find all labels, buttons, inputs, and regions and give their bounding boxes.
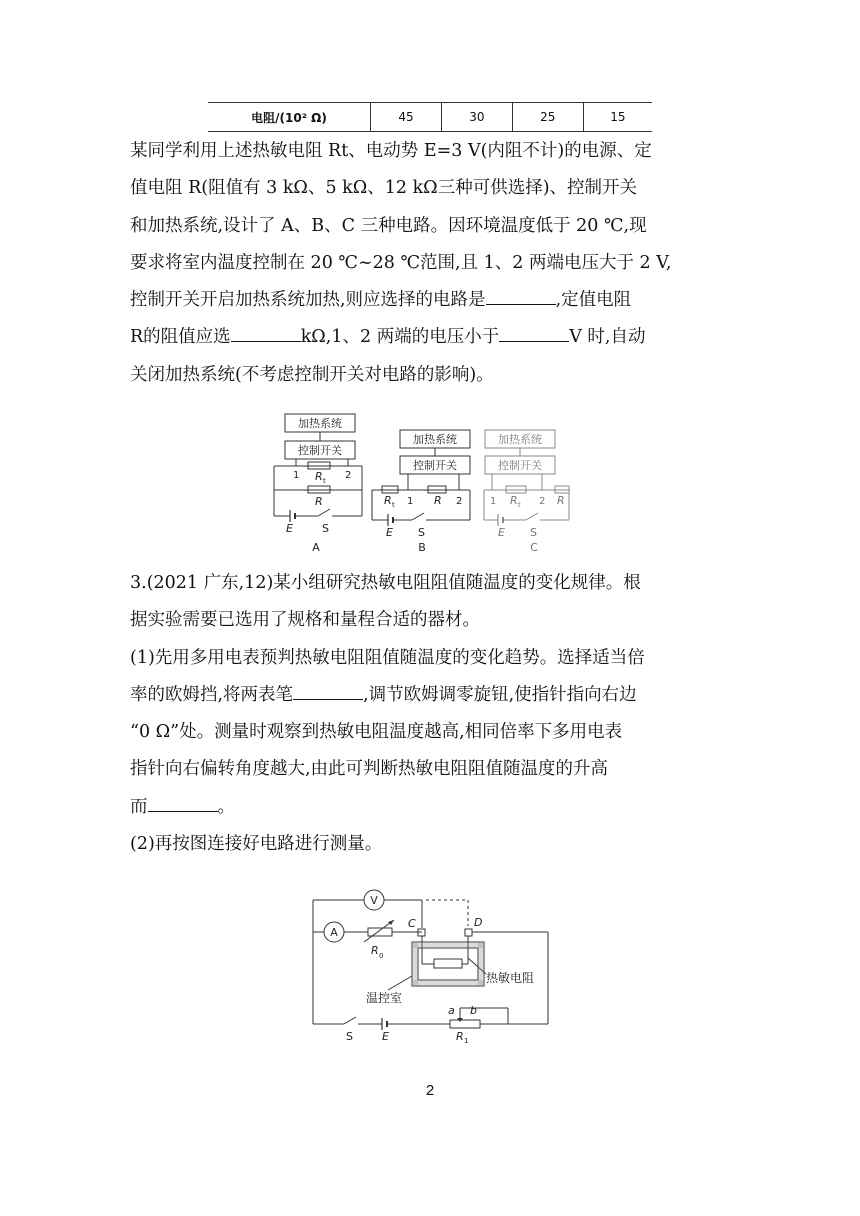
- node-2-label: 2: [539, 496, 546, 507]
- table-cell: 15: [583, 103, 652, 132]
- text-line: [130, 282, 730, 319]
- problem2-text: [130, 133, 730, 394]
- switch-s-label: S: [322, 522, 329, 535]
- resistor-label: R: [510, 494, 518, 507]
- slider-a-label: a: [448, 1004, 455, 1017]
- text-line: “0 Ω”处。测量时观察到热敏电阻温度越高,相同倍率下多用电表: [130, 722, 623, 743]
- switch-s-label: S: [418, 526, 425, 539]
- node-2-label: 2: [345, 470, 352, 481]
- text-line: [130, 319, 730, 356]
- measurement-circuit-figure: [308, 880, 558, 1045]
- text-segment: 控制开关开启加热系统加热,则应选择的电路是: [130, 290, 486, 311]
- emf-label: E: [498, 526, 505, 539]
- r0-subscript: 0: [379, 952, 384, 960]
- resistor-label: R: [434, 494, 442, 507]
- text-line: (2)再按图连接好电路进行测量。: [130, 834, 383, 855]
- answer-blank-circuit[interactable]: [486, 286, 556, 305]
- resistor-label: R: [315, 495, 323, 508]
- circuit-c-label: C: [530, 541, 538, 554]
- table-cell: 30: [441, 103, 512, 132]
- text-segment: kΩ,1、2 两端的电压小于: [300, 327, 500, 348]
- switch-label: 控制开关: [498, 459, 542, 472]
- answer-blank-voltage[interactable]: [499, 323, 569, 342]
- heater-label: 加热系统: [298, 417, 342, 430]
- thermistor-label: 热敏电阻: [486, 971, 535, 985]
- switch-label: 控制开关: [298, 444, 342, 457]
- node-2-label: 2: [456, 496, 463, 507]
- emf-label: E: [386, 526, 393, 539]
- text-segment: 。: [217, 796, 235, 817]
- text-line: (1)先用多用电表预判热敏电阻阻值随温度的变化趋势。选择适当倍: [130, 647, 645, 668]
- answer-blank-probes[interactable]: [293, 681, 363, 700]
- r0-label: R: [371, 944, 379, 957]
- r1-subscript: 1: [464, 1037, 469, 1045]
- resistance-table: [208, 102, 652, 132]
- text-line: [130, 677, 730, 714]
- text-line: 指针向右偏转角度越大,由此可判断热敏电阻阻值随温度的升高: [130, 759, 609, 780]
- resistor-subscript: t: [518, 501, 521, 509]
- node-1-label: 1: [407, 496, 414, 507]
- table-header-cell: 电阻/(10² Ω): [208, 103, 371, 132]
- text-segment: ,调节欧姆调零旋钮,使指针指向右边: [363, 684, 637, 705]
- slider-b-label: b: [470, 1004, 477, 1017]
- chamber-label: 温控室: [366, 991, 403, 1005]
- table-cell: 45: [371, 103, 442, 132]
- emf-label: E: [286, 522, 293, 535]
- text-line: 要求将室内温度控制在 20 ℃~28 ℃范围,且 1、2 两端电压大于 2 V,: [130, 252, 672, 273]
- thermistor-symbol: [434, 959, 462, 968]
- text-segment: R的阻值应选: [130, 327, 231, 348]
- circuit-a-label: A: [312, 541, 320, 554]
- node-1-label: 1: [490, 496, 497, 507]
- ammeter-label: A: [330, 926, 338, 939]
- table-cell: 25: [512, 103, 583, 132]
- text-line: 据实验需要已选用了规格和量程合适的器材。: [130, 610, 480, 631]
- table-row: [208, 103, 652, 132]
- switch-s-label: S: [346, 1030, 353, 1043]
- text-segment: 率的欧姆挡,将两表笔: [130, 684, 294, 705]
- terminal-d: [465, 929, 472, 936]
- switch-label: 控制开关: [413, 459, 457, 472]
- text-line: 3.(2021 广东,12)某小组研究热敏电阻阻值随温度的变化规律。根: [130, 573, 641, 593]
- node-1-label: 1: [293, 470, 300, 481]
- resistor-label: R: [315, 470, 323, 483]
- emf-label: E: [382, 1030, 389, 1043]
- circuit-figure-abc: [270, 408, 570, 558]
- r1-label: R: [456, 1030, 464, 1043]
- text-line: 关闭加热系统(不考虑控制开关对电路的影响)。: [130, 364, 494, 385]
- text-segment: 而: [130, 796, 148, 817]
- heater-label: 加热系统: [413, 433, 457, 446]
- text-line: 和加热系统,设计了 A、B、C 三种电路。因环境温度低于 20 ℃,现: [130, 215, 647, 236]
- page-number: 2: [425, 1082, 435, 1099]
- resistor-label: R: [557, 494, 565, 507]
- text-segment: ,定值电阻: [555, 290, 632, 311]
- text-segment: V 时,自动: [569, 327, 646, 348]
- terminal-c-label: C: [408, 917, 416, 930]
- answer-blank-resistance[interactable]: [231, 323, 301, 342]
- resistor-subscript: t: [323, 477, 326, 485]
- answer-blank-trend[interactable]: [148, 792, 218, 811]
- text-line: 某同学利用上述热敏电阻 Rt、电动势 E=3 V(内阻不计)的电源、定: [130, 141, 652, 161]
- terminal-d-label: D: [474, 916, 483, 929]
- problem3-text: [130, 565, 730, 863]
- rheostat-r1-symbol: [450, 1020, 480, 1028]
- text-line: 值电阻 R(阻值有 3 kΩ、5 kΩ、12 kΩ三种可供选择)、控制开关: [130, 178, 638, 199]
- rheostat-r0-symbol: [368, 928, 392, 936]
- text-line: [130, 789, 730, 826]
- switch-s-label: S: [530, 526, 537, 539]
- resistor-label: R: [384, 494, 392, 507]
- voltmeter-label: V: [370, 894, 378, 907]
- heater-label: 加热系统: [498, 433, 542, 446]
- resistor-subscript: t: [392, 501, 395, 509]
- circuit-b-label: B: [418, 541, 426, 554]
